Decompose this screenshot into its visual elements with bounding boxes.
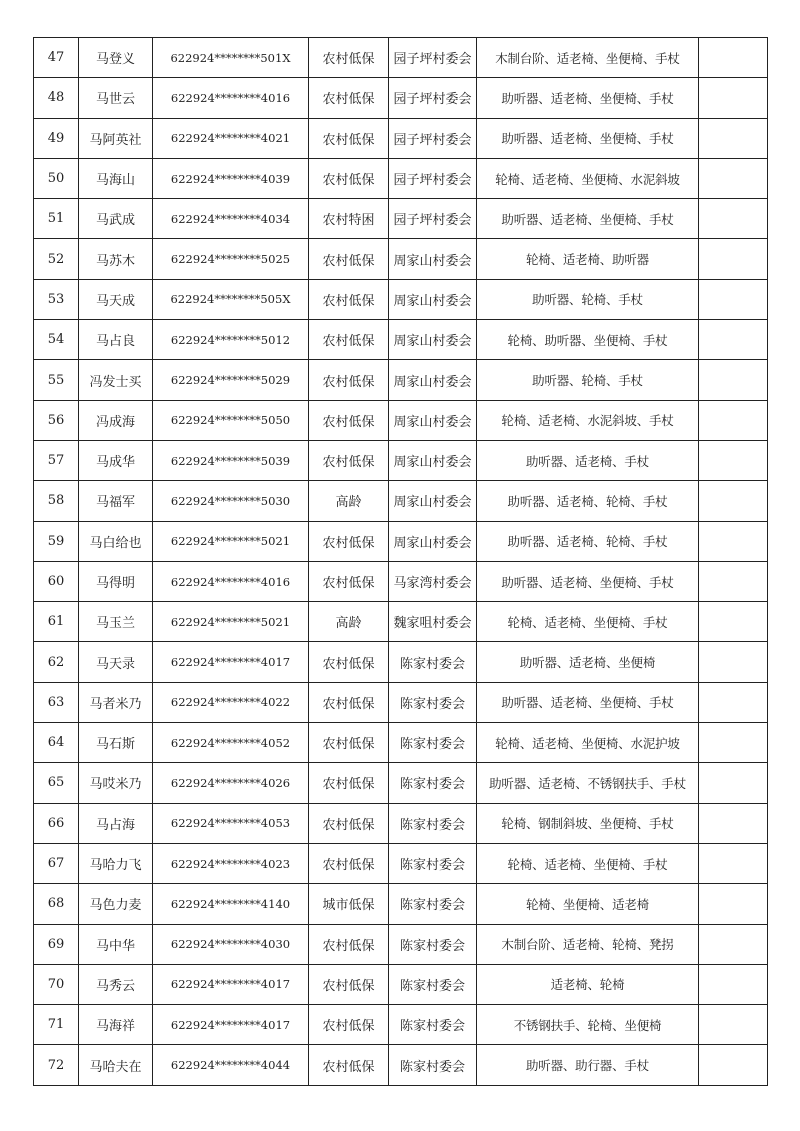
row-number-cell: 65 [34,763,79,803]
row-number-cell: 63 [34,682,79,722]
remarks-cell [699,158,768,198]
id-number-cell: 622924********4017 [153,642,309,682]
category-cell: 农村低保 [309,1005,389,1045]
remarks-cell [699,400,768,440]
name-cell: 马玉兰 [79,602,153,642]
village-committee-cell: 周家山村委会 [389,239,477,279]
category-cell: 农村低保 [309,642,389,682]
village-committee-cell: 马家湾村委会 [389,561,477,601]
village-committee-cell: 园子坪村委会 [389,158,477,198]
village-committee-cell: 周家山村委会 [389,279,477,319]
id-number-cell: 622924********4023 [153,843,309,883]
id-number-cell: 622924********5050 [153,400,309,440]
category-cell: 高龄 [309,481,389,521]
table-row [34,803,768,843]
aid-items-cell: 轮椅、适老椅、坐便椅、水泥护坡 [477,723,699,763]
category-cell: 农村低保 [309,682,389,722]
remarks-cell [699,78,768,118]
id-number-cell: 622924********5021 [153,521,309,561]
aid-items-cell: 助听器、适老椅、坐便椅、手杖 [477,199,699,239]
village-committee-cell: 园子坪村委会 [389,199,477,239]
id-number-cell: 622924********4140 [153,884,309,924]
name-cell: 马苏木 [79,239,153,279]
aid-items-cell: 轮椅、适老椅、坐便椅、水泥斜坡 [477,158,699,198]
category-cell: 农村低保 [309,400,389,440]
category-cell: 高龄 [309,602,389,642]
table-row [34,642,768,682]
id-number-cell: 622924********505X [153,279,309,319]
village-committee-cell: 陈家村委会 [389,642,477,682]
table-row [34,561,768,601]
row-number-cell: 55 [34,360,79,400]
village-committee-cell: 周家山村委会 [389,400,477,440]
category-cell: 农村低保 [309,924,389,964]
category-cell: 农村低保 [309,1045,389,1085]
row-number-cell: 57 [34,440,79,480]
remarks-cell [699,1045,768,1085]
row-number-cell: 64 [34,723,79,763]
table-row [34,723,768,763]
row-number-cell: 47 [34,38,79,78]
name-cell: 马成华 [79,440,153,480]
aid-items-cell: 助听器、适老椅、轮椅、手杖 [477,521,699,561]
remarks-cell [699,440,768,480]
village-committee-cell: 陈家村委会 [389,964,477,1004]
row-number-cell: 52 [34,239,79,279]
table-row [34,964,768,1004]
remarks-cell [699,239,768,279]
name-cell: 马天成 [79,279,153,319]
category-cell: 农村低保 [309,78,389,118]
row-number-cell: 71 [34,1005,79,1045]
name-cell: 马哈力飞 [79,843,153,883]
id-number-cell: 622924********4030 [153,924,309,964]
name-cell: 马登义 [79,38,153,78]
row-number-cell: 48 [34,78,79,118]
aid-items-cell: 适老椅、轮椅 [477,964,699,1004]
category-cell: 农村低保 [309,561,389,601]
village-committee-cell: 园子坪村委会 [389,78,477,118]
category-cell: 农村低保 [309,158,389,198]
table-row [34,843,768,883]
category-cell: 农村特困 [309,199,389,239]
id-number-cell: 622924********5030 [153,481,309,521]
table-row [34,279,768,319]
remarks-cell [699,763,768,803]
aid-items-cell: 轮椅、适老椅、助听器 [477,239,699,279]
table-row [34,521,768,561]
remarks-cell [699,521,768,561]
aid-items-cell: 轮椅、适老椅、坐便椅、手杖 [477,602,699,642]
id-number-cell: 622924********4026 [153,763,309,803]
id-number-cell: 622924********4017 [153,964,309,1004]
name-cell: 马哈夫在 [79,1045,153,1085]
name-cell: 马哎米乃 [79,763,153,803]
remarks-cell [699,682,768,722]
remarks-cell [699,642,768,682]
aid-items-cell: 助听器、适老椅、手杖 [477,440,699,480]
name-cell: 马中华 [79,924,153,964]
category-cell: 农村低保 [309,239,389,279]
name-cell: 冯发士买 [79,360,153,400]
aid-items-cell: 助听器、适老椅、坐便椅、手杖 [477,118,699,158]
remarks-cell [699,803,768,843]
remarks-cell [699,360,768,400]
id-number-cell: 622924********4052 [153,723,309,763]
table-row [34,360,768,400]
name-cell: 马海祥 [79,1005,153,1045]
id-number-cell: 622924********5029 [153,360,309,400]
table-body [34,38,768,1086]
village-committee-cell: 陈家村委会 [389,763,477,803]
id-number-cell: 622924********4021 [153,118,309,158]
village-committee-cell: 园子坪村委会 [389,118,477,158]
row-number-cell: 51 [34,199,79,239]
id-number-cell: 622924********5012 [153,320,309,360]
category-cell: 农村低保 [309,763,389,803]
village-committee-cell: 陈家村委会 [389,843,477,883]
row-number-cell: 68 [34,884,79,924]
id-number-cell: 622924********4022 [153,682,309,722]
name-cell: 马福军 [79,481,153,521]
name-cell: 马占海 [79,803,153,843]
name-cell: 马阿英社 [79,118,153,158]
name-cell: 马天录 [79,642,153,682]
village-committee-cell: 陈家村委会 [389,682,477,722]
aid-items-cell: 助听器、助行器、手杖 [477,1045,699,1085]
remarks-cell [699,320,768,360]
remarks-cell [699,924,768,964]
table-row [34,682,768,722]
aid-items-cell: 助听器、适老椅、坐便椅 [477,642,699,682]
table-row [34,884,768,924]
row-number-cell: 53 [34,279,79,319]
category-cell: 农村低保 [309,843,389,883]
table-row [34,1005,768,1045]
id-number-cell: 622924********4039 [153,158,309,198]
row-number-cell: 72 [34,1045,79,1085]
row-number-cell: 58 [34,481,79,521]
remarks-cell [699,1005,768,1045]
row-number-cell: 62 [34,642,79,682]
row-number-cell: 50 [34,158,79,198]
remarks-cell [699,843,768,883]
table-row [34,38,768,78]
row-number-cell: 54 [34,320,79,360]
name-cell: 马色力麦 [79,884,153,924]
row-number-cell: 60 [34,561,79,601]
table-row [34,763,768,803]
table-row [34,199,768,239]
beneficiary-table [33,37,768,1086]
aid-items-cell: 轮椅、坐便椅、适老椅 [477,884,699,924]
id-number-cell: 622924********4017 [153,1005,309,1045]
aid-items-cell: 不锈钢扶手、轮椅、坐便椅 [477,1005,699,1045]
table-row [34,320,768,360]
table-row [34,602,768,642]
village-committee-cell: 园子坪村委会 [389,38,477,78]
village-committee-cell: 周家山村委会 [389,440,477,480]
category-cell: 农村低保 [309,279,389,319]
id-number-cell: 622924********501X [153,38,309,78]
remarks-cell [699,884,768,924]
village-committee-cell: 陈家村委会 [389,1045,477,1085]
name-cell: 马得明 [79,561,153,601]
aid-items-cell: 助听器、轮椅、手杖 [477,360,699,400]
row-number-cell: 59 [34,521,79,561]
id-number-cell: 622924********4016 [153,78,309,118]
row-number-cell: 67 [34,843,79,883]
name-cell: 马武成 [79,199,153,239]
id-number-cell: 622924********4044 [153,1045,309,1085]
name-cell: 马者米乃 [79,682,153,722]
village-committee-cell: 周家山村委会 [389,320,477,360]
aid-items-cell: 轮椅、助听器、坐便椅、手杖 [477,320,699,360]
row-number-cell: 70 [34,964,79,1004]
table-row [34,78,768,118]
name-cell: 马白给也 [79,521,153,561]
name-cell: 马秀云 [79,964,153,1004]
village-committee-cell: 魏家咀村委会 [389,602,477,642]
aid-items-cell: 轮椅、适老椅、坐便椅、手杖 [477,843,699,883]
category-cell: 农村低保 [309,440,389,480]
table-row [34,440,768,480]
remarks-cell [699,38,768,78]
row-number-cell: 69 [34,924,79,964]
remarks-cell [699,199,768,239]
aid-items-cell: 助听器、适老椅、不锈钢扶手、手杖 [477,763,699,803]
category-cell: 农村低保 [309,723,389,763]
table-row [34,158,768,198]
row-number-cell: 66 [34,803,79,843]
row-number-cell: 49 [34,118,79,158]
category-cell: 农村低保 [309,38,389,78]
aid-items-cell: 木制台阶、适老椅、轮椅、凳拐 [477,924,699,964]
remarks-cell [699,964,768,1004]
remarks-cell [699,481,768,521]
remarks-cell [699,279,768,319]
aid-items-cell: 木制台阶、适老椅、坐便椅、手杖 [477,38,699,78]
aid-items-cell: 助听器、适老椅、坐便椅、手杖 [477,682,699,722]
name-cell: 冯成海 [79,400,153,440]
category-cell: 农村低保 [309,360,389,400]
name-cell: 马占良 [79,320,153,360]
id-number-cell: 622924********4034 [153,199,309,239]
table-row [34,481,768,521]
row-number-cell: 61 [34,602,79,642]
category-cell: 农村低保 [309,118,389,158]
table-row [34,400,768,440]
aid-items-cell: 助听器、适老椅、坐便椅、手杖 [477,561,699,601]
category-cell: 农村低保 [309,320,389,360]
village-committee-cell: 周家山村委会 [389,360,477,400]
name-cell: 马世云 [79,78,153,118]
name-cell: 马石斯 [79,723,153,763]
table-row [34,118,768,158]
remarks-cell [699,602,768,642]
village-committee-cell: 陈家村委会 [389,924,477,964]
aid-items-cell: 助听器、轮椅、手杖 [477,279,699,319]
village-committee-cell: 陈家村委会 [389,723,477,763]
table-row [34,1045,768,1085]
table-row [34,239,768,279]
table-row [34,924,768,964]
remarks-cell [699,118,768,158]
category-cell: 农村低保 [309,803,389,843]
village-committee-cell: 陈家村委会 [389,803,477,843]
id-number-cell: 622924********5025 [153,239,309,279]
village-committee-cell: 周家山村委会 [389,521,477,561]
village-committee-cell: 周家山村委会 [389,481,477,521]
aid-items-cell: 助听器、适老椅、坐便椅、手杖 [477,78,699,118]
aid-items-cell: 助听器、适老椅、轮椅、手杖 [477,481,699,521]
village-committee-cell: 陈家村委会 [389,1005,477,1045]
id-number-cell: 622924********4053 [153,803,309,843]
id-number-cell: 622924********5021 [153,602,309,642]
name-cell: 马海山 [79,158,153,198]
id-number-cell: 622924********4016 [153,561,309,601]
aid-items-cell: 轮椅、钢制斜坡、坐便椅、手杖 [477,803,699,843]
remarks-cell [699,723,768,763]
id-number-cell: 622924********5039 [153,440,309,480]
category-cell: 城市低保 [309,884,389,924]
village-committee-cell: 陈家村委会 [389,884,477,924]
row-number-cell: 56 [34,400,79,440]
remarks-cell [699,561,768,601]
category-cell: 农村低保 [309,521,389,561]
category-cell: 农村低保 [309,964,389,1004]
aid-items-cell: 轮椅、适老椅、水泥斜坡、手杖 [477,400,699,440]
